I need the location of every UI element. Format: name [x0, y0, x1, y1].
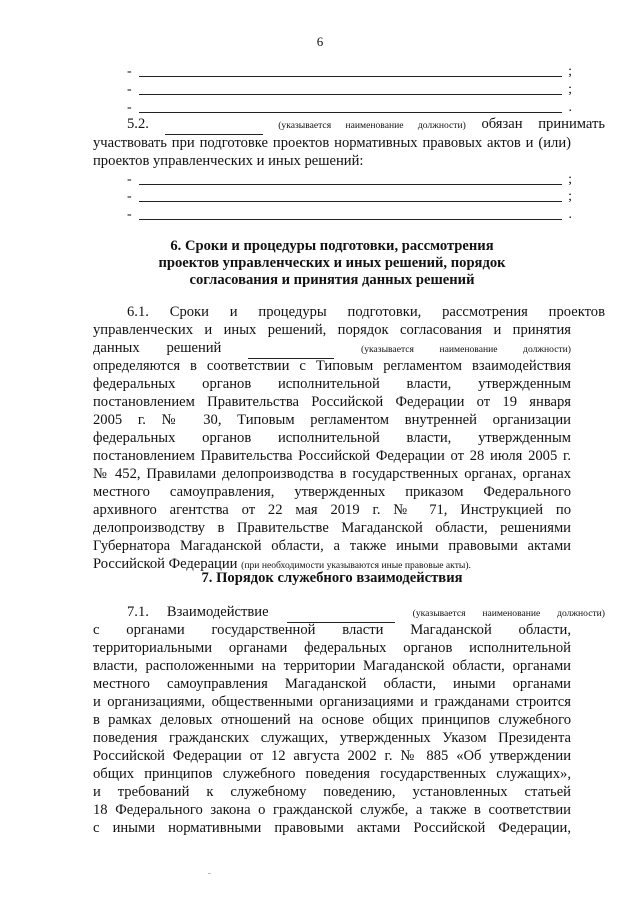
paragraph-5-2-line3: проектов управленческих и иных решений:	[93, 153, 364, 169]
fill-in-line	[139, 201, 562, 202]
paragraph-6-1-line: определяются в соответствии с Типовым регламентом взаимодействия	[93, 358, 571, 374]
paragraph-7-1-line: и организациями, общественными организациями и гражданами строится	[93, 694, 571, 710]
paragraph-7-1-line: Российской Федерации от 12 августа 2002 г. № 885 «Об утверждении	[93, 748, 571, 764]
paragraph-7-1-line: территориальными органами федеральных органов исполнительной	[93, 640, 571, 656]
blank-list-item: - ;	[127, 172, 572, 187]
paragraph-6-1-line1: 6.1. Сроки и процедуры подготовки, рассмотрения проектов	[127, 304, 605, 320]
section-6-title: 6. Сроки и процедуры подготовки, рассмотрения проектов управленческих и иных решений, порядок согласования и принятия данных решений	[158, 238, 506, 288]
paragraph-6-1-line: делопроизводству в Правительстве Магаданской области, решениями	[93, 520, 571, 536]
blank-list-item: - ;	[127, 64, 572, 79]
paragraph-6-1-line: 2005 г. № 30, Типовым регламентом внутренней организации	[93, 412, 571, 428]
page-number: 6	[316, 34, 324, 49]
paragraph-7-1-line: с органами государственной власти Магаданской области,	[93, 622, 571, 638]
blank-list-item: - ;	[127, 189, 572, 204]
fill-in-line	[139, 94, 562, 95]
fill-in-line	[139, 219, 562, 220]
paragraph-7-1-line: общих принципов служебного поведения государственных служащих»,	[93, 766, 571, 782]
paragraph-5-2-line1: 5.2. (указывается наименование должности) обязан принимать	[93, 115, 605, 136]
section-7-title: 7. Порядок служебного взаимодействия	[201, 570, 463, 586]
paragraph-6-1-last-line: Российской Федерации (при необходимости указываются иные правовые акты).	[93, 556, 471, 572]
paragraph-6-1-line: постановлением Правительства Российской Федерации от 28 июля 2005 г.	[93, 448, 571, 464]
blank-list-item: - .	[127, 207, 572, 222]
position-blank	[165, 115, 263, 135]
paragraph-6-1-line3: данных решений (указывается наименование должности)	[93, 339, 571, 360]
paragraph-6-1-line: федеральных органов исполнительной власти, утвержденным	[93, 376, 571, 392]
blank-list-item: - .	[127, 100, 572, 115]
paragraph-6-1-line2: управленческих и иных решений, порядок согласования и принятия	[93, 322, 571, 338]
position-blank	[248, 339, 334, 359]
paragraph-7-1-line: с иными нормативными правовыми актами Российской Федерации,	[93, 820, 571, 836]
position-blank	[287, 603, 395, 623]
paragraph-5-2-line2: участвовать при подготовке проектов нормативных правовых актов и (или)	[93, 135, 571, 151]
fill-in-line	[139, 112, 562, 113]
blank-list-item: - ;	[127, 82, 572, 97]
paragraph-7-1-line: и требований к служебному поведению, установленных статьей	[93, 784, 571, 800]
paragraph-7-1-line: власти, расположенными на территории Магаданской области, органами	[93, 658, 571, 674]
paragraph-6-1-line: федеральных органов исполнительной власти, утвержденным	[93, 430, 571, 446]
fill-in-line	[139, 184, 562, 185]
paragraph-7-1-line: в рамках деловых отношений на основе общих принципов служебного	[93, 712, 571, 728]
fill-in-line	[139, 76, 562, 77]
paragraph-7-1-line: поведения гражданских служащих, утвержденных Указом Президента	[93, 730, 571, 746]
paragraph-6-1-line: № 452, Правилами делопроизводства в государственных органах, органах	[93, 466, 571, 482]
paragraph-6-1-line: Губернатора Магаданской области, а также иными правовыми актами	[93, 538, 571, 554]
paragraph-6-1-line: местного самоуправления, утвержденных приказом Федерального	[93, 484, 571, 500]
paragraph-7-1-line: 18 Федерального закона о гражданской службе, а также в соответствии	[93, 802, 571, 818]
scan-speck	[208, 873, 211, 874]
paragraph-6-1-line: архивного агентства от 22 мая 2019 г. № 71, Инструкцией по	[93, 502, 571, 518]
paragraph-7-1-line: местного самоуправления Магаданской области, иными органами	[93, 676, 571, 692]
paragraph-7-1-line1: 7.1. Взаимодействие (указывается наименование должности)	[93, 603, 605, 624]
paragraph-6-1-line: постановлением Правительства Российской Федерации от 19 января	[93, 394, 571, 410]
